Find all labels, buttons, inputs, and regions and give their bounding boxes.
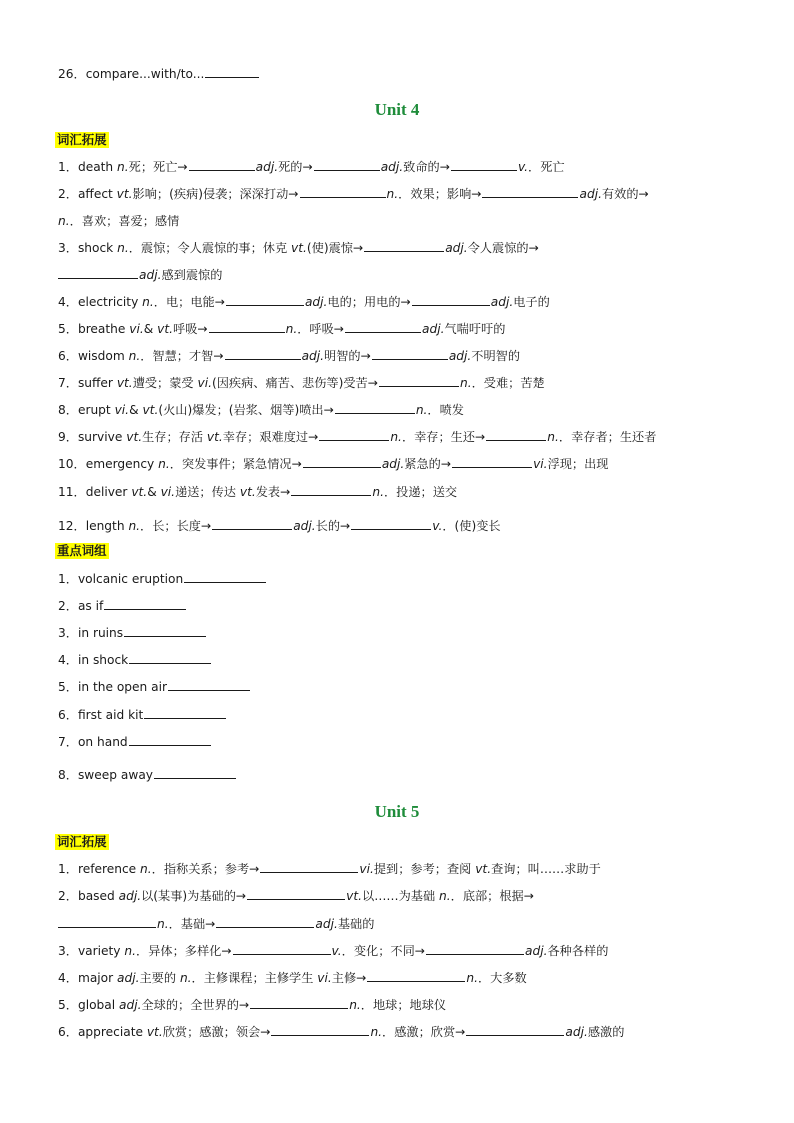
answer-blank[interactable] [168,679,250,691]
answer-blank[interactable] [124,625,206,637]
answer-blank[interactable] [451,159,517,171]
u4-vocab-8: 8．erupt vi.& vt.(火山)爆发；(岩浆、烟等)喷出→ n.．喷发 [58,403,464,417]
answer-blank[interactable] [129,652,211,664]
section-vocab-expansion-u5: 词汇拓展 [57,834,107,849]
u4-phrase-7: 7．on hand [58,734,212,750]
u4-vocab-11: 11．deliver vt.& vi.递送；传达 vt.发表→ n.．投递；送交 [58,485,458,499]
answer-blank[interactable] [466,1024,564,1036]
u5-vocab-5: 5．global adj.全球的；全世界的→ n.．地球；地球仪 [58,998,447,1012]
item-26 [58,66,260,82]
answer-blank[interactable] [216,916,314,928]
answer-blank[interactable] [104,598,186,610]
answer-blank[interactable] [144,707,226,719]
u4-vocab-7: 7．suffer vt.遭受；蒙受 vi.(因疾病、痛苦、悲伤等)受苦→ n.．受难；苦楚 [58,376,545,390]
answer-blank[interactable] [58,267,138,279]
u4-phrase-1: 1．volcanic eruption [58,571,267,587]
u4-phrase-3: 3．in ruins [58,625,207,641]
answer-blank[interactable] [247,888,345,900]
answer-blank[interactable] [364,240,444,252]
answer-blank[interactable] [129,734,211,746]
u5-vocab-2-cont: n.．基础→ adj.基础的 [58,916,374,932]
answer-blank[interactable] [452,456,532,468]
unit-5-title: Unit 5 [374,802,420,821]
u4-phrase-8: 8．sweep away [58,767,237,783]
answer-blank[interactable] [345,321,421,333]
answer-blank[interactable] [189,159,255,171]
answer-blank[interactable] [184,571,266,583]
answer-blank[interactable] [314,159,380,171]
answer-blank[interactable] [291,484,371,496]
answer-blank[interactable] [335,402,415,414]
answer-blank[interactable] [271,1024,369,1036]
answer-blank[interactable] [319,429,389,441]
answer-blank[interactable] [351,518,431,530]
u4-phrase-4: 4．in shock [58,652,212,668]
answer-blank[interactable] [379,375,459,387]
answer-blank[interactable] [300,186,386,198]
item-number: 26． [58,67,86,81]
u5-vocab-6: 6．appreciate vt.欣赏；感激；领会→ n.．感激；欣赏→ adj.感激的 [58,1025,625,1039]
u4-phrase-6: 6．first aid kit [58,707,227,723]
answer-blank[interactable] [260,861,358,873]
answer-blank[interactable] [205,66,259,78]
answer-blank[interactable] [367,970,465,982]
answer-blank[interactable] [250,997,348,1009]
u4-vocab-1: 1．death n.死；死亡→ adj.死的→ adj.致命的→ v.．死亡 [58,160,565,174]
u4-vocab-4: 4．electricity n.．电；电能→ adj.电的；用电的→ adj.电子的 [58,295,550,309]
answer-blank[interactable] [412,294,490,306]
u5-vocab-4: 4．major adj.主要的 n.．主修课程；主修学生 vi.主修→ n.．大多数 [58,971,527,985]
answer-blank[interactable] [482,186,578,198]
section-key-phrases-u4: 重点词组 [57,543,107,558]
answer-blank[interactable] [58,916,156,928]
answer-blank[interactable] [209,321,285,333]
answer-blank[interactable] [426,943,524,955]
answer-blank[interactable] [233,943,331,955]
answer-blank[interactable] [212,518,292,530]
u5-vocab-3: 3．variety n.．异体；多样化→ v.．变化；不同→ adj.各种各样的 [58,944,609,958]
answer-blank[interactable] [226,294,304,306]
u5-vocab-2: 2．based adj.以(某事)为基础的→ vt.以……为基础 n.．底部；根据→ [58,889,534,903]
u4-vocab-5: 5．breathe vi.& vt.呼吸→ n.．呼吸→ adj.气喘吁吁的 [58,322,506,336]
u4-vocab-6: 6．wisdom n.．智慧；才智→ adj.明智的→ adj.不明智的 [58,349,521,363]
answer-blank[interactable] [225,348,301,360]
u4-vocab-9: 9．survive vt.生存；存活 vt.幸存；艰难度过→ n.．幸存；生还→ n.．幸存者；生还者 [58,430,657,444]
item-phrase: compare...with/to... [85,67,205,81]
unit-4-title: Unit 4 [374,100,420,119]
u4-vocab-12: 12．length n.．长；长度→ adj.长的→ v.．(使)变长 [58,519,501,533]
answer-blank[interactable] [303,456,381,468]
answer-blank[interactable] [372,348,448,360]
u4-vocab-2-cont: n.．喜欢；喜爱；感情 [58,214,180,228]
u4-phrase-2: 2．as if [58,598,187,614]
u5-vocab-1: 1．reference n.．指称关系；参考→ vi.提到；参考；查阅 vt.查询；叫……求助于 [58,862,601,876]
u4-phrase-5: 5．in the open air [58,679,251,695]
u4-vocab-10: 10．emergency n.．突发事件；紧急情况→ adj.紧急的→ vi.浮现；出现 [58,457,609,471]
answer-blank[interactable] [154,767,236,779]
u4-vocab-2: 2．affect vt.影响；(疾病)侵袭；深深打动→ n.．效果；影响→ adj.有效的→ [58,187,649,201]
u4-vocab-3: 3．shock n.．震惊；令人震惊的事；休克 vt.(使)震惊→ adj.令人震惊的→ [58,241,539,255]
section-vocab-expansion-u4: 词汇拓展 [57,132,107,147]
u4-vocab-3-cont: adj.感到震惊的 [58,267,222,283]
answer-blank[interactable] [486,429,546,441]
